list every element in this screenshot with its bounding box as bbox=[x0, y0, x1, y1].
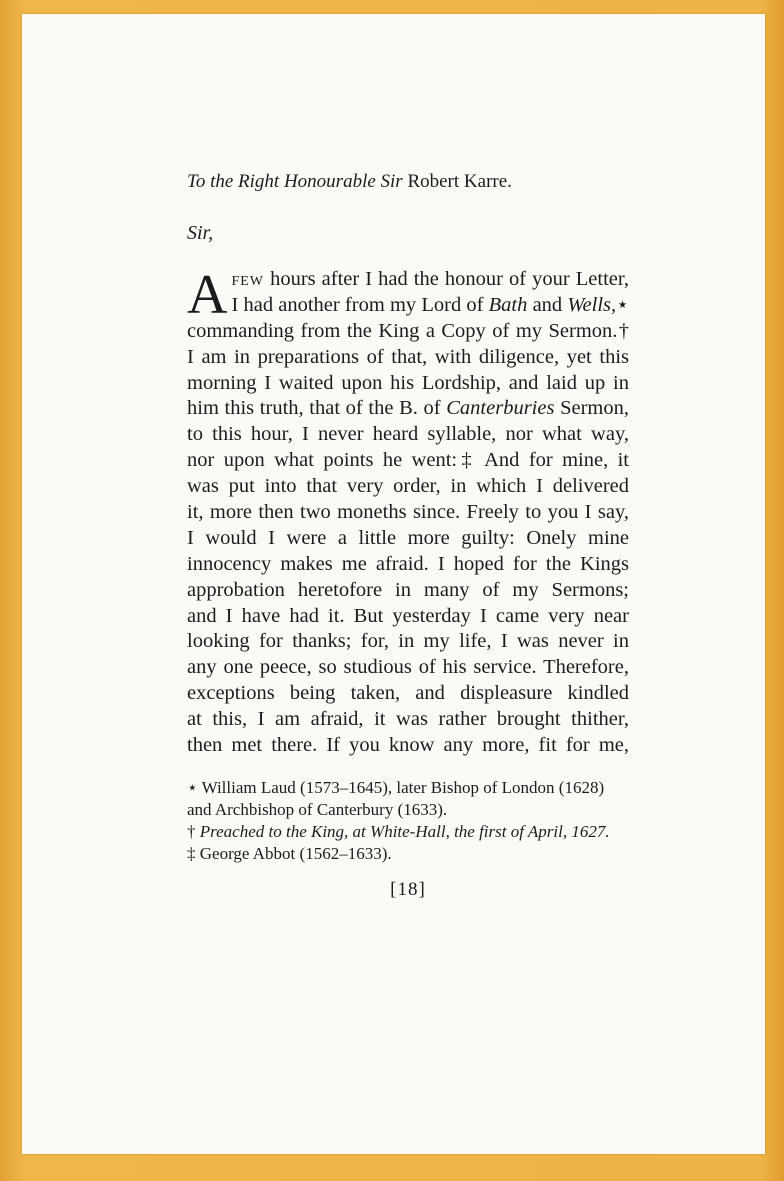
footnote-3: ‡ George Abbot (1562–1633). bbox=[187, 843, 392, 863]
address-italic: To the Right Honourable Sir bbox=[187, 171, 403, 192]
line-2-text-b: and bbox=[527, 293, 568, 316]
body-line-5: morning I waited upon his Lordship, and laid up in bbox=[187, 371, 629, 394]
footnote-mark-star: ⋆ bbox=[616, 293, 629, 316]
line-2-bath: Bath bbox=[488, 293, 528, 316]
footnote-mark-dagger: † bbox=[187, 821, 200, 841]
letter-address bbox=[187, 170, 629, 194]
body-line-17: exceptions being taken, and displeasure kindled bbox=[187, 682, 629, 705]
line-6-text-b: Sermon, bbox=[554, 397, 629, 420]
body-line-6 bbox=[187, 396, 629, 422]
body-line-11: I would I were a little more guilty: Onely mine bbox=[187, 526, 629, 549]
body-line-15: looking for thanks; for, in my life, I was never in bbox=[187, 630, 629, 653]
body-line-12: innocency makes me afraid. I hoped for the Kings bbox=[187, 552, 629, 575]
footnote-2-text: Preached to the King, at White-Hall, the first of April, 1627. bbox=[199, 821, 610, 841]
body-line-7: to this hour, I never heard syllable, nor what way, bbox=[187, 423, 629, 446]
footnotes bbox=[187, 777, 629, 865]
drop-cap: A bbox=[187, 264, 228, 326]
address-name: Robert Karre. bbox=[402, 171, 512, 192]
body-line-4: I am in preparations of that, with diligence, yet this bbox=[187, 345, 629, 368]
body-line-13: approbation heretofore in many of my Sermons; bbox=[187, 578, 629, 601]
footnote-2 bbox=[187, 821, 629, 843]
footnote-1-line-2: and Archbishop of Canterbury (1633). bbox=[187, 799, 448, 819]
page-number: [18] bbox=[390, 878, 426, 900]
line-6-text-a: him this truth, that of the B. of bbox=[187, 397, 447, 420]
small-caps-word: few bbox=[231, 268, 265, 290]
body-line-14: and I have had it. But yesterday I came very near bbox=[187, 604, 629, 627]
body-line-10: it, more then two moneths since. Freely to you I say, bbox=[187, 501, 629, 524]
line-2-text-a: I had another from my Lord of bbox=[231, 293, 489, 316]
book-page bbox=[22, 14, 765, 1154]
body-line-18: at this, I am afraid, it was rather brought thither, bbox=[187, 708, 629, 731]
body-line-2 bbox=[187, 293, 629, 319]
line-1-text: hours after I had the honour of your Letter, bbox=[264, 268, 629, 290]
body-line-8: nor upon what points he went:‡ And for mine, it bbox=[187, 449, 629, 472]
line-2-wells: Wells, bbox=[567, 293, 617, 316]
footnote-1-line-1: ⋆ William Laud (1573–1645), later Bishop of London (1628) bbox=[187, 777, 605, 797]
letter-body bbox=[187, 264, 629, 759]
body-line-19: then met there. If you know any more, fit for me, bbox=[187, 734, 629, 757]
body-line-16: any one peece, so studious of his service. Therefore, bbox=[187, 656, 629, 679]
page-content bbox=[187, 170, 629, 901]
body-line-1 bbox=[187, 267, 629, 293]
body-line-9: was put into that very order, in which I delivered bbox=[187, 475, 629, 498]
body-line-3: commanding from the King a Copy of my Sermon.† bbox=[187, 319, 629, 342]
line-6-canterburies: Canterburies bbox=[446, 397, 555, 420]
greeting: Sir, bbox=[187, 222, 214, 244]
